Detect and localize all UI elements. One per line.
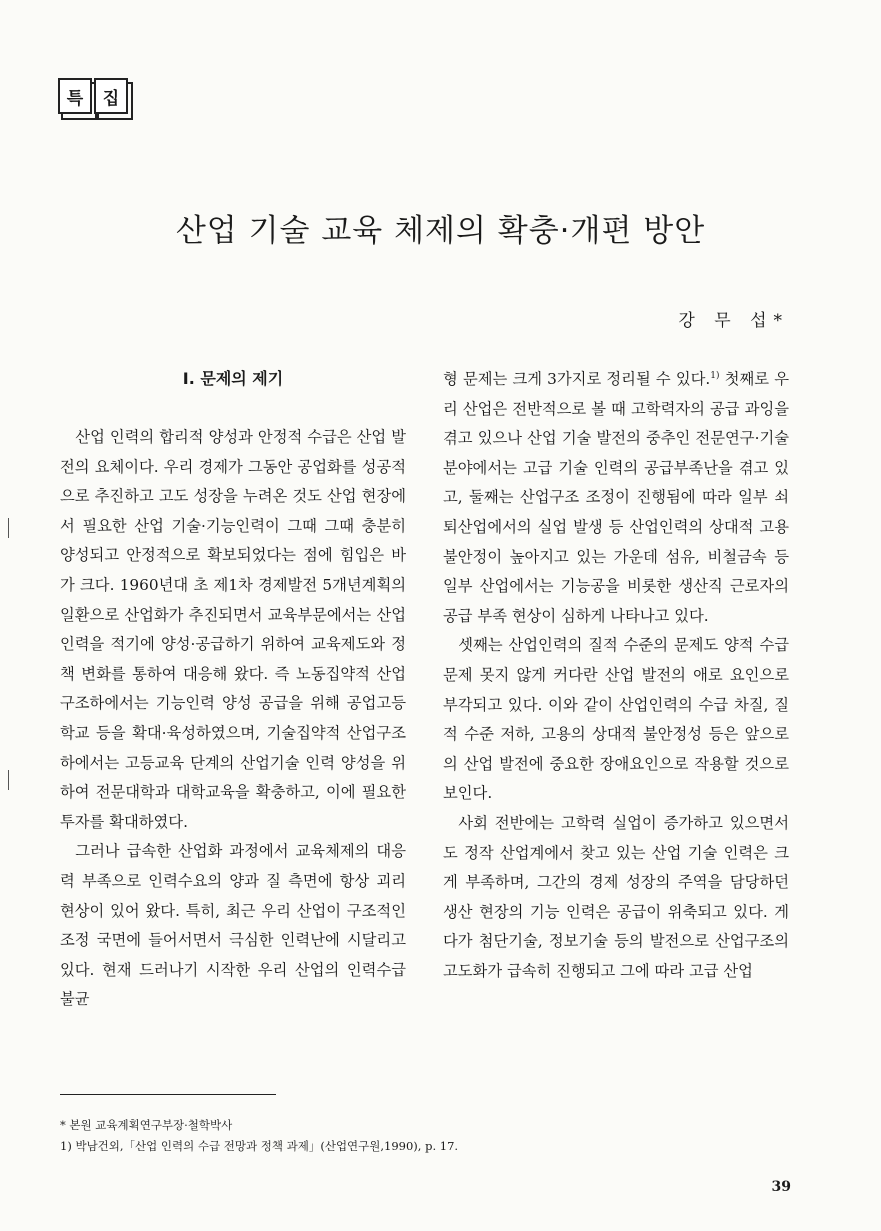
paragraph: 그러나 급속한 산업화 과정에서 교육체제의 대응력 부족으로 인력수요의 양과 질 측면에 항상 괴리 현상이 있어 왔다. 특히, 최근 우리 산업이 구조적인 조정 국면에 들어서면서 극심한 인력난에 시달리고 있다. 현재 드러나기 시작한 우리 산업의 인력수급 불균 — [60, 842, 406, 1009]
author-name: 강 무 섭* — [678, 311, 789, 331]
article-title: 산업 기술 교육 체제의 확충·개편 방안 — [175, 213, 706, 249]
left-column — [60, 362, 406, 1015]
section-heading: I. 문제의 제기 — [182, 369, 284, 388]
paragraph: 사회 전반에는 고학력 실업이 증가하고 있으면서도 정작 산업계에서 찾고 있는 산업 기술 인력은 크게 부족하며, 그간의 경제 성장의 주역을 담당하던 생산 현장의 기능 인력은 공급이 위축되고 있다. 게다가 첨단기술, 정보기술 등의 발전으로 산업구조의 고도화가 급속히 진행되고 그에 따라 고급 산업 — [443, 814, 789, 980]
badge-char-2: 집 — [94, 78, 128, 114]
footnote: * 본원 교육계획연구부장·철학박사 — [60, 1118, 233, 1132]
feature-badge — [58, 78, 128, 114]
paragraph-text: 첫째로 우리 산업은 전반적으로 볼 때 고학력자의 공급 과잉을 겪고 있으나 산업 기술 발전의 중추인 전문연구·기술 분야에서는 고급 기술 인력의 공급부족난을 겪고 있고, 둘째는 산업구조 조정이 진행됨에 따라 일부 쇠퇴산업에서의 실업 발생 등 산업인력의 상대적 고용 불안정이 높아지고 있는 가운데 섬유, 비철금속 등 일부 산업에서는 기능공을 비롯한 생산직 근로자의 공급 부족 현상이 심하게 나타나고 있다. — [443, 370, 789, 625]
badge-char-1: 특 — [58, 78, 92, 114]
margin-mark — [8, 770, 9, 790]
footnote-rule — [60, 1094, 276, 1095]
paragraph — [443, 362, 789, 631]
footnote-ref: 1) — [710, 371, 720, 381]
paragraph-text: 형 문제는 크게 3가지로 정리될 수 있다. — [443, 370, 711, 389]
right-column — [443, 362, 789, 987]
paragraph: 산업 인력의 합리적 양성과 안정적 수급은 산업 발전의 요체이다. 우리 경제가 그동안 공업화를 성공적으로 추진하고 고도 성장을 누려온 것도 산업 현장에서 필요한 산업 기술·기능인력이 그때 그때 충분히 양성되고 안정적으로 확보되었다는 점에 힘입은 바가 크다. 1960년대 초 제1차 경제발전 5개년계획의 일환으로 산업화가 추진되면서 교육부문에서는 산업 인력을 적기에 양성·공급하기 위하여 교육제도와 정책 변화를 통하여 대응해 왔다. 즉 노동집약적 산업구조하에서는 기능인력 양성 공급을 위해 공업고등학교 등을 확대·육성하였으며, 기술집약적 산업구조하에서는 고등교육 단계의 산업기술 인력 양성을 위하여 전문대학과 대학교육을 확충하고, 이에 필요한 투자를 확대하였다. — [60, 428, 406, 831]
page-number: 39 — [771, 1179, 791, 1195]
margin-mark — [8, 518, 9, 538]
footnote: 1) 박남건외,「산업 인력의 수급 전망과 정책 과제」(산업연구원,1990), p. 17. — [60, 1139, 459, 1153]
paragraph: 셋째는 산업인력의 질적 수준의 문제도 양적 수급 문제 못지 않게 커다란 산업 발전의 애로 요인으로 부각되고 있다. 이와 같이 산업인력의 수급 차질, 질적 수준 저하, 고용의 상대적 불안정성 등은 앞으로의 산업 발전에 중요한 장애요인으로 작용할 것으로 보인다. — [443, 636, 789, 803]
